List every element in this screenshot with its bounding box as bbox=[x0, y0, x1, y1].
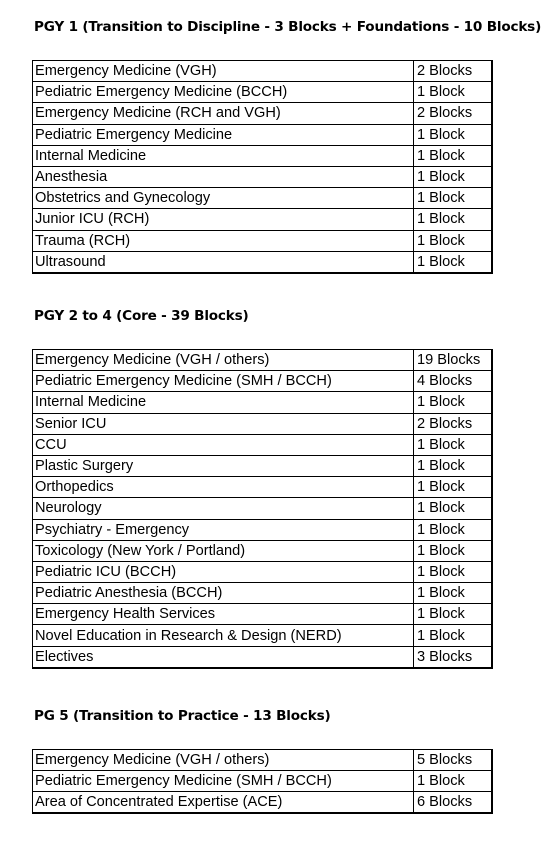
block-count-cell: 2 Blocks bbox=[414, 61, 492, 82]
rotation-table-pg5 bbox=[32, 749, 493, 814]
rotation-name-cell: Internal Medicine bbox=[33, 145, 414, 166]
rotation-table-pgy1 bbox=[32, 60, 493, 274]
block-count-cell: 5 Blocks bbox=[414, 750, 492, 771]
block-count-cell: 1 Block bbox=[414, 392, 492, 413]
block-count-cell: 1 Block bbox=[414, 498, 492, 519]
block-count-cell: 2 Blocks bbox=[414, 413, 492, 434]
block-count-cell: 1 Block bbox=[414, 455, 492, 476]
block-count-cell: 3 Blocks bbox=[414, 646, 492, 668]
table-row bbox=[33, 350, 492, 371]
table-row bbox=[33, 103, 492, 124]
rotation-name-cell: Plastic Surgery bbox=[33, 455, 414, 476]
table-row bbox=[33, 625, 492, 646]
table-row bbox=[33, 477, 492, 498]
rotation-name-cell: Novel Education in Research & Design (NERD) bbox=[33, 625, 414, 646]
table-row bbox=[33, 166, 492, 187]
table-row bbox=[33, 604, 492, 625]
rotation-name-cell: Emergency Medicine (VGH / others) bbox=[33, 350, 414, 371]
table-row bbox=[33, 251, 492, 273]
block-count-cell: 1 Block bbox=[414, 625, 492, 646]
table-row bbox=[33, 82, 492, 103]
rotation-name-cell: Neurology bbox=[33, 498, 414, 519]
block-count-cell: 1 Block bbox=[414, 434, 492, 455]
table-row bbox=[33, 583, 492, 604]
rotation-name-cell: Senior ICU bbox=[33, 413, 414, 434]
rotation-name-cell: Orthopedics bbox=[33, 477, 414, 498]
table-row bbox=[33, 434, 492, 455]
rotation-name-cell: Junior ICU (RCH) bbox=[33, 209, 414, 230]
section-heading-pgy1: PGY 1 (Transition to Discipline - 3 Blocks + Foundations - 10 Blocks) bbox=[34, 19, 542, 35]
block-count-cell: 4 Blocks bbox=[414, 371, 492, 392]
rotation-name-cell: Anesthesia bbox=[33, 166, 414, 187]
rotation-name-cell: Electives bbox=[33, 646, 414, 668]
table-row bbox=[33, 413, 492, 434]
block-count-cell: 1 Block bbox=[414, 604, 492, 625]
block-count-cell: 1 Block bbox=[414, 230, 492, 251]
block-count-cell: 1 Block bbox=[414, 583, 492, 604]
block-count-cell: 1 Block bbox=[414, 82, 492, 103]
rotation-name-cell: Trauma (RCH) bbox=[33, 230, 414, 251]
table-row bbox=[33, 519, 492, 540]
table-row bbox=[33, 498, 492, 519]
block-count-cell: 1 Block bbox=[414, 519, 492, 540]
block-count-cell: 1 Block bbox=[414, 209, 492, 230]
rotation-table-pgy2-4 bbox=[32, 349, 493, 669]
table-row bbox=[33, 540, 492, 561]
block-count-cell: 1 Block bbox=[414, 771, 492, 792]
section-heading-pgy2-4: PGY 2 to 4 (Core - 39 Blocks) bbox=[34, 308, 249, 324]
rotation-name-cell: Pediatric ICU (BCCH) bbox=[33, 561, 414, 582]
rotation-name-cell: Ultrasound bbox=[33, 251, 414, 273]
table-row bbox=[33, 561, 492, 582]
rotation-name-cell: Area of Concentrated Expertise (ACE) bbox=[33, 792, 414, 814]
table-row bbox=[33, 392, 492, 413]
rotation-table-body bbox=[33, 350, 492, 668]
rotation-name-cell: Pediatric Anesthesia (BCCH) bbox=[33, 583, 414, 604]
table-row bbox=[33, 145, 492, 166]
block-count-cell: 1 Block bbox=[414, 561, 492, 582]
rotation-name-cell: Emergency Medicine (RCH and VGH) bbox=[33, 103, 414, 124]
section-heading-pg5: PG 5 (Transition to Practice - 13 Blocks) bbox=[34, 708, 331, 724]
block-count-cell: 1 Block bbox=[414, 145, 492, 166]
table-row bbox=[33, 455, 492, 476]
block-count-cell: 6 Blocks bbox=[414, 792, 492, 814]
block-count-cell: 1 Block bbox=[414, 188, 492, 209]
rotation-name-cell: Emergency Health Services bbox=[33, 604, 414, 625]
rotation-name-cell: Pediatric Emergency Medicine (BCCH) bbox=[33, 82, 414, 103]
block-count-cell: 1 Block bbox=[414, 477, 492, 498]
rotation-name-cell: Obstetrics and Gynecology bbox=[33, 188, 414, 209]
rotation-table-body bbox=[33, 750, 492, 814]
table-row bbox=[33, 792, 492, 814]
rotation-name-cell: Psychiatry - Emergency bbox=[33, 519, 414, 540]
table-row bbox=[33, 230, 492, 251]
rotation-table-body bbox=[33, 61, 492, 273]
table-row bbox=[33, 771, 492, 792]
table-row bbox=[33, 188, 492, 209]
rotation-name-cell: Toxicology (New York / Portland) bbox=[33, 540, 414, 561]
rotation-name-cell: Emergency Medicine (VGH / others) bbox=[33, 750, 414, 771]
table-row bbox=[33, 371, 492, 392]
table-row bbox=[33, 124, 492, 145]
block-count-cell: 2 Blocks bbox=[414, 103, 492, 124]
table-row bbox=[33, 209, 492, 230]
block-count-cell: 1 Block bbox=[414, 251, 492, 273]
rotation-name-cell: Internal Medicine bbox=[33, 392, 414, 413]
rotation-name-cell: Pediatric Emergency Medicine (SMH / BCCH) bbox=[33, 771, 414, 792]
block-count-cell: 1 Block bbox=[414, 124, 492, 145]
table-row bbox=[33, 750, 492, 771]
rotation-name-cell: Emergency Medicine (VGH) bbox=[33, 61, 414, 82]
table-row bbox=[33, 61, 492, 82]
block-count-cell: 19 Blocks bbox=[414, 350, 492, 371]
table-row bbox=[33, 646, 492, 668]
block-count-cell: 1 Block bbox=[414, 166, 492, 187]
rotation-name-cell: Pediatric Emergency Medicine bbox=[33, 124, 414, 145]
rotation-name-cell: Pediatric Emergency Medicine (SMH / BCCH) bbox=[33, 371, 414, 392]
block-count-cell: 1 Block bbox=[414, 540, 492, 561]
rotation-name-cell: CCU bbox=[33, 434, 414, 455]
